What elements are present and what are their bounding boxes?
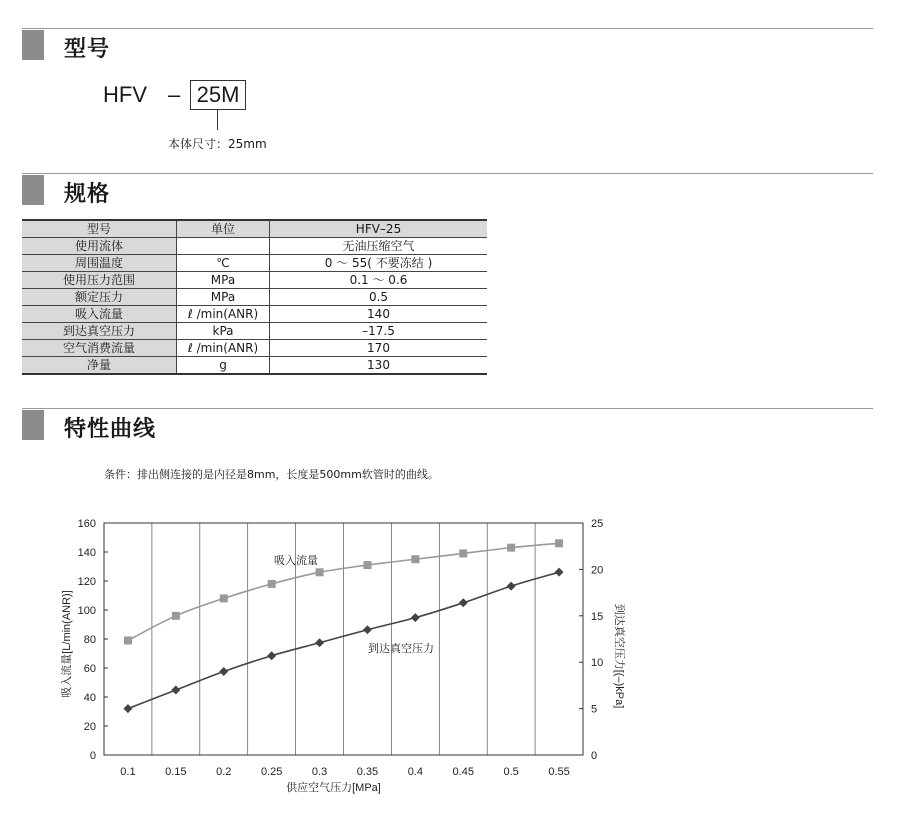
section-title-spec: 规格	[64, 182, 111, 207]
model-size-note: 本体尺寸：25mm	[168, 137, 267, 151]
characteristic-chart	[0, 500, 900, 810]
model-prefix: HFV	[103, 82, 147, 107]
section-marker	[22, 175, 44, 205]
x-tick-label: 0.35	[356, 766, 379, 778]
table-row	[22, 289, 487, 306]
model-dash: –	[168, 82, 181, 107]
section-divider	[22, 408, 873, 409]
table-cell: 使用压力范围	[22, 272, 177, 289]
y-axis-label: 吸入流量[L/min(ANR)]	[61, 590, 73, 698]
y2-tick-label: 0	[591, 750, 598, 762]
section-divider	[22, 28, 873, 29]
data-point-suction	[268, 580, 276, 588]
table-row	[22, 238, 487, 255]
y-tick-label: 120	[77, 576, 96, 588]
table-cell: 单位	[177, 220, 270, 238]
data-point-suction	[220, 594, 228, 602]
data-point-suction	[316, 568, 324, 576]
table-cell: –17.5	[270, 323, 488, 340]
data-point-suction	[124, 636, 132, 644]
table-header-row	[22, 220, 487, 238]
chart-condition-note: 条件：排出侧连接的是内径是8mm，长度是500mm软管时的曲线。	[104, 468, 439, 481]
x-tick-label: 0.2	[216, 766, 232, 778]
y-tick-label: 80	[83, 634, 96, 646]
table-cell: g	[177, 357, 270, 375]
table-cell: ℓ /min(ANR)	[177, 306, 270, 323]
data-point-vacuum	[123, 704, 132, 713]
data-point-suction	[172, 612, 180, 620]
model-code-leader	[217, 110, 218, 130]
y-tick-label: 100	[77, 605, 96, 617]
data-point-vacuum	[267, 651, 276, 660]
x-tick-label: 0.3	[311, 766, 328, 778]
data-point-suction	[411, 555, 419, 563]
table-cell: ℓ /min(ANR)	[177, 340, 270, 357]
y-tick-label: 40	[83, 692, 96, 704]
table-cell: 额定压力	[22, 289, 177, 306]
spec-table	[22, 219, 487, 375]
y-tick-label: 160	[77, 518, 96, 530]
section-divider	[22, 173, 873, 174]
section-marker	[22, 30, 44, 60]
table-row	[22, 306, 487, 323]
series-annotation-vacuum: 到达真空压力	[368, 643, 434, 655]
y-tick-label: 140	[77, 547, 96, 559]
y2-tick-label: 25	[591, 518, 604, 530]
y-tick-label: 20	[83, 721, 96, 733]
y-tick-label: 0	[89, 750, 96, 762]
table-cell: 0.1 ～ 0.6	[270, 272, 488, 289]
table-row	[22, 272, 487, 289]
table-cell: 0 ～ 55( 不要冻结 )	[270, 255, 488, 272]
data-point-vacuum	[507, 582, 516, 591]
y2-axis-label: 到达真空压力[(–)kPa]	[613, 603, 625, 709]
data-point-vacuum	[555, 568, 564, 577]
table-cell: 周围温度	[22, 255, 177, 272]
table-row	[22, 255, 487, 272]
x-tick-label: 0.45	[452, 766, 474, 778]
table-cell: 空气消费流量	[22, 340, 177, 357]
series-annotation-suction: 吸入流量	[274, 555, 318, 567]
table-cell: 140	[270, 306, 488, 323]
table-cell: ℃	[177, 255, 270, 272]
table-cell: 使用流体	[22, 238, 177, 255]
data-point-vacuum	[363, 625, 372, 634]
table-row	[22, 323, 487, 340]
data-point-suction	[555, 539, 563, 547]
x-tick-label: 0.5	[503, 766, 519, 778]
x-tick-label: 0.4	[407, 766, 423, 778]
table-cell: 170	[270, 340, 488, 357]
y2-tick-label: 15	[591, 610, 604, 623]
table-cell: kPa	[177, 323, 270, 340]
data-point-suction	[507, 544, 515, 552]
data-point-vacuum	[171, 686, 180, 695]
y-tick-label: 60	[83, 663, 96, 675]
table-cell: 无油压缩空气	[270, 238, 488, 255]
data-point-vacuum	[411, 613, 420, 622]
table-cell: 到达真空压力	[22, 323, 177, 340]
table-cell: 130	[270, 357, 488, 375]
model-code-box: 25M	[190, 80, 246, 110]
table-row	[22, 357, 487, 375]
table-cell: MPa	[177, 272, 270, 289]
table-cell: MPa	[177, 289, 270, 306]
table-row	[22, 340, 487, 357]
table-cell: 0.5	[270, 289, 488, 306]
x-tick-label: 0.15	[165, 766, 187, 778]
y2-tick-label: 10	[591, 657, 604, 670]
data-point-vacuum	[219, 667, 228, 676]
x-axis-label: 供应空气压力[MPa]	[286, 782, 381, 794]
y2-tick-label: 5	[591, 703, 598, 716]
x-tick-label: 0.55	[548, 766, 570, 778]
data-point-suction	[459, 549, 467, 557]
table-cell: 吸入流量	[22, 306, 177, 323]
table-cell	[177, 238, 270, 255]
data-point-vacuum	[459, 598, 468, 607]
table-cell: 型号	[22, 220, 177, 238]
table-cell: 净量	[22, 357, 177, 375]
table-cell: HFV–25	[270, 220, 488, 238]
data-point-vacuum	[315, 638, 324, 647]
data-point-suction	[363, 561, 371, 569]
y2-tick-label: 20	[591, 564, 604, 577]
section-title-model: 型号	[64, 37, 111, 62]
section-marker	[22, 410, 44, 440]
section-title-curve: 特性曲线	[64, 417, 157, 442]
x-tick-label: 0.1	[120, 766, 136, 778]
x-tick-label: 0.25	[260, 766, 283, 778]
